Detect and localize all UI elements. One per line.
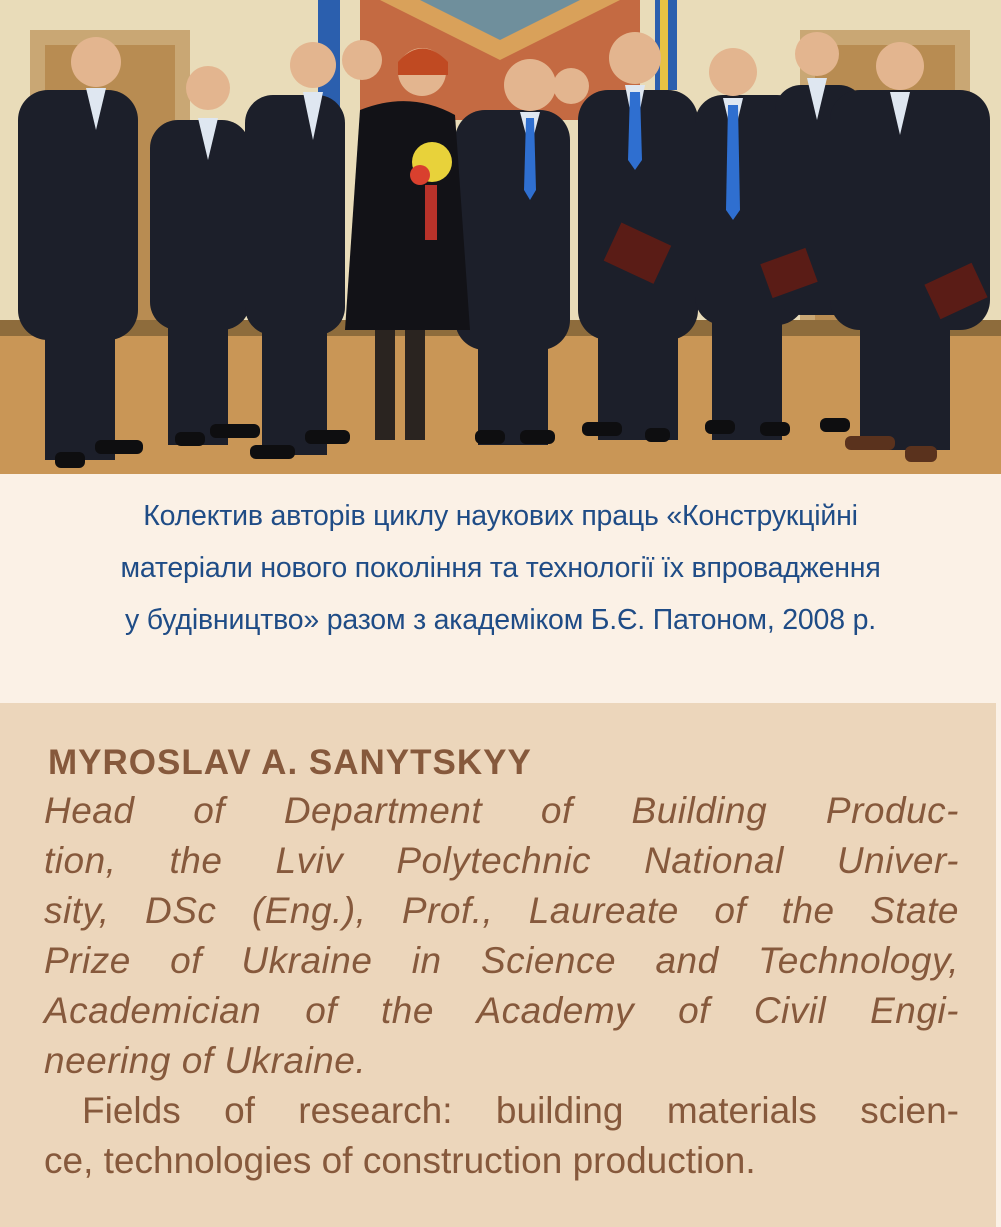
research-fields (44, 1086, 959, 1186)
photo-caption (0, 490, 1001, 646)
caption-line: Колектив авторів циклу наукових праць «Конструкційні (143, 500, 858, 532)
fields-line: ce, technologies of construction production. (44, 1140, 756, 1181)
fields-line: Fields of research: building materials scien- (82, 1090, 959, 1131)
titles-line: Prize of Ukraine in Science and Technology, (44, 940, 959, 981)
group-photo-icon (0, 0, 1001, 474)
caption-line: матеріали нового покоління та технології їх впровадження (120, 552, 881, 584)
titles-line: Academician of the Academy of Civil Engi- (44, 990, 959, 1031)
biography-box (0, 703, 996, 1227)
person-name: MYROSLAV A. SANYTSKYY (48, 743, 532, 782)
titles-line: sity, DSc (Eng.), Prof., Laureate of the State (44, 890, 959, 931)
titles-line: neering of Ukraine. (44, 1040, 367, 1081)
titles-line: Head of Department of Building Produc- (44, 790, 959, 831)
person-titles (44, 786, 959, 1086)
titles-line: tion, the Lviv Polytechnic National Univer- (44, 840, 959, 881)
group-photo (0, 0, 1001, 474)
caption-line: у будівництво» разом з академіком Б.Є. Патоном, 2008 р. (125, 604, 876, 636)
